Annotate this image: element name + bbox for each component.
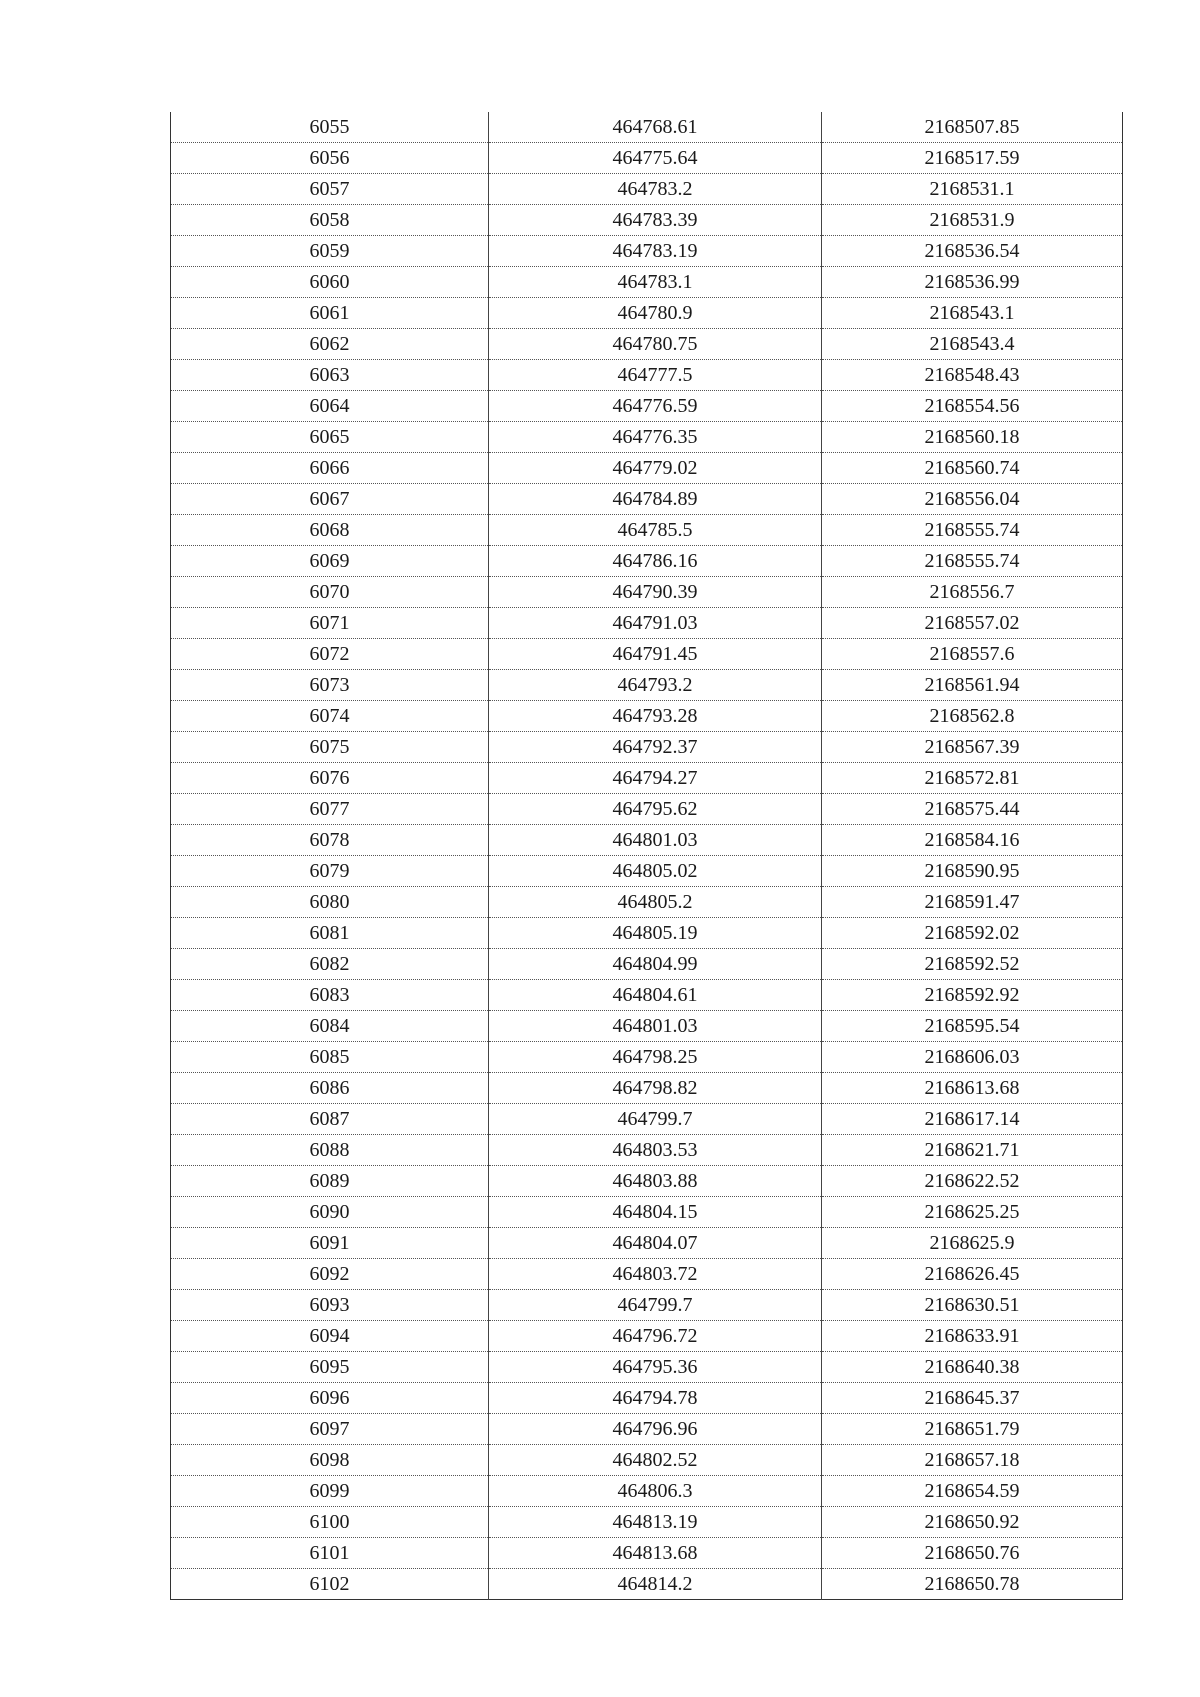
y-coordinate-cell: 2168621.71: [822, 1135, 1123, 1166]
x-coordinate-cell: 464793.2: [489, 670, 822, 701]
table-row: [171, 825, 1123, 856]
table-row: [171, 608, 1123, 639]
point-id-cell: 6096: [171, 1383, 489, 1414]
table-row: [171, 949, 1123, 980]
point-id-cell: 6079: [171, 856, 489, 887]
table-row: [171, 1414, 1123, 1445]
table-row: [171, 205, 1123, 236]
y-coordinate-cell: 2168562.8: [822, 701, 1123, 732]
table-row: [171, 1073, 1123, 1104]
x-coordinate-cell: 464806.3: [489, 1476, 822, 1507]
y-coordinate-cell: 2168554.56: [822, 391, 1123, 422]
point-id-cell: 6063: [171, 360, 489, 391]
x-coordinate-cell: 464804.07: [489, 1228, 822, 1259]
table-row: [171, 1228, 1123, 1259]
y-coordinate-cell: 2168561.94: [822, 670, 1123, 701]
y-coordinate-cell: 2168592.02: [822, 918, 1123, 949]
x-coordinate-cell: 464801.03: [489, 825, 822, 856]
table-row: [171, 1290, 1123, 1321]
y-coordinate-cell: 2168640.38: [822, 1352, 1123, 1383]
x-coordinate-cell: 464776.35: [489, 422, 822, 453]
y-coordinate-cell: 2168592.92: [822, 980, 1123, 1011]
point-id-cell: 6092: [171, 1259, 489, 1290]
point-id-cell: 6067: [171, 484, 489, 515]
table-row: [171, 639, 1123, 670]
y-coordinate-cell: 2168650.92: [822, 1507, 1123, 1538]
point-id-cell: 6060: [171, 267, 489, 298]
y-coordinate-cell: 2168650.78: [822, 1569, 1123, 1600]
point-id-cell: 6089: [171, 1166, 489, 1197]
table-row: [171, 267, 1123, 298]
x-coordinate-cell: 464805.2: [489, 887, 822, 918]
table-row: [171, 1445, 1123, 1476]
table-row: [171, 1135, 1123, 1166]
y-coordinate-cell: 2168645.37: [822, 1383, 1123, 1414]
table-row: [171, 329, 1123, 360]
point-id-cell: 6076: [171, 763, 489, 794]
x-coordinate-cell: 464791.45: [489, 639, 822, 670]
x-coordinate-cell: 464801.03: [489, 1011, 822, 1042]
y-coordinate-cell: 2168606.03: [822, 1042, 1123, 1073]
y-coordinate-cell: 2168654.59: [822, 1476, 1123, 1507]
x-coordinate-cell: 464776.59: [489, 391, 822, 422]
table-row: [171, 112, 1123, 143]
y-coordinate-cell: 2168572.81: [822, 763, 1123, 794]
x-coordinate-cell: 464813.19: [489, 1507, 822, 1538]
point-id-cell: 6058: [171, 205, 489, 236]
table-row: [171, 732, 1123, 763]
point-id-cell: 6078: [171, 825, 489, 856]
point-id-cell: 6057: [171, 174, 489, 205]
y-coordinate-cell: 2168560.74: [822, 453, 1123, 484]
x-coordinate-cell: 464796.96: [489, 1414, 822, 1445]
table-row: [171, 515, 1123, 546]
x-coordinate-cell: 464799.7: [489, 1104, 822, 1135]
y-coordinate-cell: 2168613.68: [822, 1073, 1123, 1104]
x-coordinate-cell: 464805.19: [489, 918, 822, 949]
x-coordinate-cell: 464785.5: [489, 515, 822, 546]
y-coordinate-cell: 2168595.54: [822, 1011, 1123, 1042]
x-coordinate-cell: 464794.27: [489, 763, 822, 794]
point-id-cell: 6088: [171, 1135, 489, 1166]
x-coordinate-cell: 464803.53: [489, 1135, 822, 1166]
table-row: [171, 1166, 1123, 1197]
table-row: [171, 1507, 1123, 1538]
point-id-cell: 6099: [171, 1476, 489, 1507]
y-coordinate-cell: 2168584.16: [822, 825, 1123, 856]
y-coordinate-cell: 2168630.51: [822, 1290, 1123, 1321]
point-id-cell: 6082: [171, 949, 489, 980]
coordinate-table-body: [171, 112, 1123, 1600]
table-row: [171, 577, 1123, 608]
table-row: [171, 422, 1123, 453]
y-coordinate-cell: 2168617.14: [822, 1104, 1123, 1135]
y-coordinate-cell: 2168531.9: [822, 205, 1123, 236]
point-id-cell: 6101: [171, 1538, 489, 1569]
point-id-cell: 6069: [171, 546, 489, 577]
x-coordinate-cell: 464786.16: [489, 546, 822, 577]
point-id-cell: 6062: [171, 329, 489, 360]
point-id-cell: 6086: [171, 1073, 489, 1104]
x-coordinate-cell: 464794.78: [489, 1383, 822, 1414]
x-coordinate-cell: 464803.88: [489, 1166, 822, 1197]
y-coordinate-cell: 2168591.47: [822, 887, 1123, 918]
x-coordinate-cell: 464784.89: [489, 484, 822, 515]
y-coordinate-cell: 2168517.59: [822, 143, 1123, 174]
y-coordinate-cell: 2168557.02: [822, 608, 1123, 639]
y-coordinate-cell: 2168633.91: [822, 1321, 1123, 1352]
point-id-cell: 6068: [171, 515, 489, 546]
x-coordinate-cell: 464813.68: [489, 1538, 822, 1569]
table-row: [171, 763, 1123, 794]
y-coordinate-cell: 2168657.18: [822, 1445, 1123, 1476]
y-coordinate-cell: 2168622.52: [822, 1166, 1123, 1197]
x-coordinate-cell: 464798.82: [489, 1073, 822, 1104]
y-coordinate-cell: 2168556.04: [822, 484, 1123, 515]
x-coordinate-cell: 464795.62: [489, 794, 822, 825]
x-coordinate-cell: 464803.72: [489, 1259, 822, 1290]
point-id-cell: 6091: [171, 1228, 489, 1259]
point-id-cell: 6100: [171, 1507, 489, 1538]
y-coordinate-cell: 2168625.9: [822, 1228, 1123, 1259]
y-coordinate-cell: 2168575.44: [822, 794, 1123, 825]
x-coordinate-cell: 464804.61: [489, 980, 822, 1011]
table-row: [171, 856, 1123, 887]
point-id-cell: 6064: [171, 391, 489, 422]
x-coordinate-cell: 464791.03: [489, 608, 822, 639]
point-id-cell: 6085: [171, 1042, 489, 1073]
table-row: [171, 174, 1123, 205]
point-id-cell: 6066: [171, 453, 489, 484]
x-coordinate-cell: 464775.64: [489, 143, 822, 174]
table-row: [171, 1104, 1123, 1135]
x-coordinate-cell: 464793.28: [489, 701, 822, 732]
y-coordinate-cell: 2168625.25: [822, 1197, 1123, 1228]
y-coordinate-cell: 2168555.74: [822, 546, 1123, 577]
x-coordinate-cell: 464805.02: [489, 856, 822, 887]
point-id-cell: 6055: [309, 116, 350, 138]
table-row: [171, 236, 1123, 267]
x-coordinate-cell: 464779.02: [489, 453, 822, 484]
point-id-cell: 6071: [171, 608, 489, 639]
table-row: [171, 918, 1123, 949]
y-coordinate-cell: 2168557.6: [822, 639, 1123, 670]
point-id-cell: 6065: [171, 422, 489, 453]
point-id-cell: 6074: [171, 701, 489, 732]
point-id-cell: 6061: [171, 298, 489, 329]
x-coordinate-cell: 464792.37: [489, 732, 822, 763]
table-row: [171, 1197, 1123, 1228]
x-coordinate-cell: 464802.52: [489, 1445, 822, 1476]
y-coordinate-cell: 2168626.45: [822, 1259, 1123, 1290]
table-row: [171, 1352, 1123, 1383]
point-id-cell: 6070: [171, 577, 489, 608]
x-coordinate-cell: 464783.39: [489, 205, 822, 236]
point-id-cell: 6059: [171, 236, 489, 267]
point-id-cell: 6083: [171, 980, 489, 1011]
x-coordinate-cell: 464780.75: [489, 329, 822, 360]
y-coordinate-cell: 2168560.18: [822, 422, 1123, 453]
point-id-cell: 6102: [171, 1569, 489, 1600]
y-coordinate-cell: 2168651.79: [822, 1414, 1123, 1445]
point-id-cell: 6084: [171, 1011, 489, 1042]
x-coordinate-cell: 464814.2: [489, 1569, 822, 1600]
x-coordinate-cell: 464804.15: [489, 1197, 822, 1228]
y-coordinate-cell: 2168556.7: [822, 577, 1123, 608]
point-id-cell: 6098: [171, 1445, 489, 1476]
point-id-cell: 6056: [171, 143, 489, 174]
table-row: [171, 391, 1123, 422]
table-row: [171, 298, 1123, 329]
y-coordinate-cell: 2168536.99: [822, 267, 1123, 298]
y-coordinate-cell: 2168567.39: [822, 732, 1123, 763]
point-id-cell: 6093: [171, 1290, 489, 1321]
x-coordinate-cell: 464799.7: [489, 1290, 822, 1321]
point-id-cell: 6075: [171, 732, 489, 763]
y-coordinate-cell: 2168536.54: [822, 236, 1123, 267]
point-id-cell: 6080: [171, 887, 489, 918]
y-coordinate-cell: 2168543.4: [822, 329, 1123, 360]
table-row: [171, 1569, 1123, 1600]
table-row: [171, 1011, 1123, 1042]
table-row: [171, 1042, 1123, 1073]
x-coordinate-cell: 464783.1: [489, 267, 822, 298]
x-coordinate-cell: 464783.2: [489, 174, 822, 205]
table-row: [171, 546, 1123, 577]
point-id-cell: 6090: [171, 1197, 489, 1228]
point-id-cell: 6094: [171, 1321, 489, 1352]
table-row: [171, 143, 1123, 174]
x-coordinate-cell: 464804.99: [489, 949, 822, 980]
x-coordinate-cell: 464780.9: [489, 298, 822, 329]
y-coordinate-cell: 2168507.85: [822, 112, 1123, 143]
table-row: [171, 887, 1123, 918]
point-id-cell: 6095: [171, 1352, 489, 1383]
y-coordinate-cell: 2168555.74: [822, 515, 1123, 546]
table-row: [171, 1538, 1123, 1569]
x-coordinate-cell: 464768.61: [489, 112, 822, 143]
point-id-cell: 6081: [171, 918, 489, 949]
table-row: [171, 360, 1123, 391]
table-row: [171, 484, 1123, 515]
y-coordinate-cell: 2168590.95: [822, 856, 1123, 887]
y-coordinate-cell: 2168531.1: [822, 174, 1123, 205]
x-coordinate-cell: 464790.39: [489, 577, 822, 608]
point-id-cell: 6087: [171, 1104, 489, 1135]
y-coordinate-cell: 2168592.52: [822, 949, 1123, 980]
x-coordinate-cell: 464795.36: [489, 1352, 822, 1383]
y-coordinate-cell: 2168650.76: [822, 1538, 1123, 1569]
y-coordinate-cell: 2168543.1: [822, 298, 1123, 329]
table-row: [171, 1383, 1123, 1414]
table-row: [171, 453, 1123, 484]
point-id-cell: 6072: [171, 639, 489, 670]
table-row: [171, 794, 1123, 825]
coordinate-table: [170, 112, 1123, 1600]
y-coordinate-cell: 2168548.43: [822, 360, 1123, 391]
x-coordinate-cell: 464777.5: [489, 360, 822, 391]
point-id-cell: 6077: [171, 794, 489, 825]
x-coordinate-cell: 464798.25: [489, 1042, 822, 1073]
x-coordinate-cell: 464783.19: [489, 236, 822, 267]
table-row: [171, 701, 1123, 732]
point-id-cell: 6073: [171, 670, 489, 701]
table-row: [171, 1476, 1123, 1507]
table-row: [171, 1321, 1123, 1352]
x-coordinate-cell: 464796.72: [489, 1321, 822, 1352]
table-row: [171, 670, 1123, 701]
point-id-cell: 6097: [171, 1414, 489, 1445]
table-row: [171, 980, 1123, 1011]
table-row: [171, 1259, 1123, 1290]
